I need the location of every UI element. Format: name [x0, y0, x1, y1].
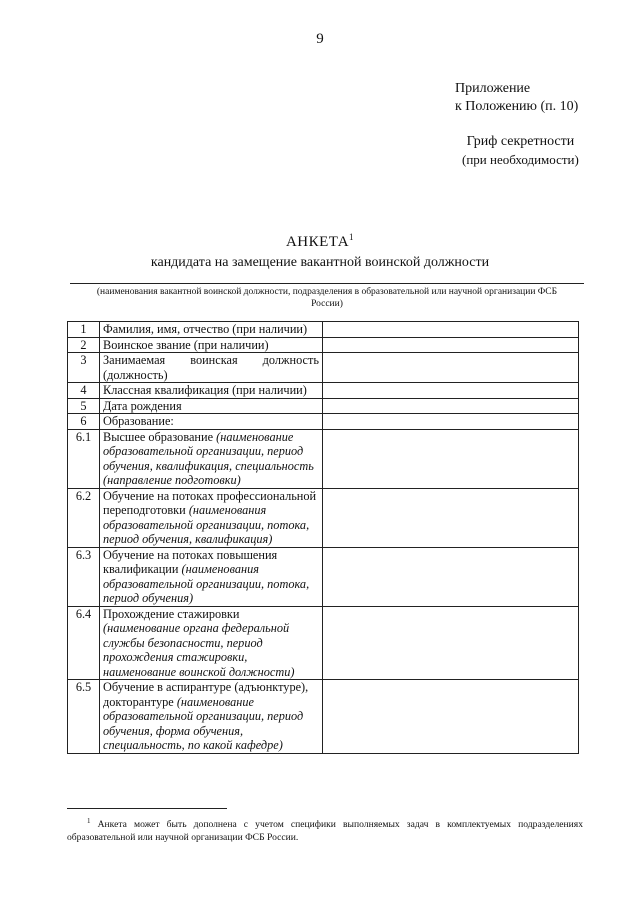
row-answer-field[interactable]	[323, 353, 579, 383]
secrecy-stamp	[462, 133, 579, 169]
row-label: Классная квалификация (при наличии)	[103, 383, 307, 397]
row-label: Обучение на потоках повышения квалификации	[103, 547, 278, 576]
row-hint: (наименование образовательной организации, период обучения, форма обучения, специальность, по какой кафедре)	[103, 694, 304, 752]
row-answer-field[interactable]	[323, 383, 579, 399]
row-label: Воинское звание (при наличии)	[103, 337, 269, 352]
table-row	[68, 488, 579, 547]
row-hint: (наименование образовательной организации, период обучения, квалификация, специальность (направление подготовки)	[103, 429, 314, 487]
row-hint: (наименования образовательной организации, потока, период обучения, квалификация)	[103, 503, 310, 546]
secrecy-note: (при необходимости)	[462, 152, 579, 167]
footnote-text: Анкета может быть дополнена с учетом специфики выполняемых задач в комплектуемых подразделениях образовательной или научной организации ФСБ России.	[67, 819, 583, 843]
table-row	[68, 547, 579, 606]
secrecy-label: Гриф секретности	[466, 134, 575, 149]
table-row	[68, 398, 579, 414]
row-number: 6.5	[68, 680, 100, 754]
row-number: 6.2	[68, 488, 100, 547]
footnote-separator	[67, 808, 227, 809]
row-number: 6.1	[68, 429, 100, 488]
table-row	[68, 353, 579, 383]
row-label-cell	[100, 398, 323, 414]
row-label-cell	[100, 547, 323, 606]
row-answer-field[interactable]	[323, 398, 579, 414]
questionnaire-table	[67, 321, 579, 754]
table-row	[68, 429, 579, 488]
row-number: 4	[68, 383, 100, 399]
table-row	[68, 383, 579, 399]
row-number: 3	[68, 353, 100, 383]
appendix-note	[455, 80, 578, 116]
row-label: Фамилия, имя, отчество (при наличии)	[103, 322, 308, 336]
row-label-cell	[100, 322, 323, 338]
row-label-cell	[100, 680, 323, 754]
row-label-cell	[100, 429, 323, 488]
position-fill-line	[70, 283, 584, 284]
table-row	[68, 606, 579, 680]
row-label: Высшее образование	[103, 429, 214, 444]
appendix-line-2: к Положению (п. 10)	[455, 99, 579, 114]
row-label-cell	[100, 488, 323, 547]
row-answer-field[interactable]	[323, 322, 579, 338]
row-number: 6	[68, 414, 100, 430]
table-row	[68, 322, 579, 338]
appendix-line-1: Приложение	[455, 81, 531, 96]
footnote-mark: 1	[87, 817, 91, 825]
footnote	[67, 815, 583, 844]
page-number: 9	[316, 31, 324, 47]
form-title-text: АНКЕТА	[285, 234, 350, 250]
row-label-cell	[100, 337, 323, 353]
title-footnote-mark: 1	[349, 232, 355, 242]
row-label-cell	[100, 414, 323, 430]
form-title	[0, 232, 640, 251]
row-answer-field[interactable]	[323, 488, 579, 547]
row-answer-field[interactable]	[323, 429, 579, 488]
row-label: Образование:	[103, 414, 174, 428]
row-answer-field[interactable]	[323, 337, 579, 353]
row-label: Обучение на потоках профессиональной переподготовки	[103, 488, 317, 517]
row-answer-field[interactable]	[323, 680, 579, 754]
row-label-cell	[100, 353, 323, 383]
row-hint: (наименование органа федеральной службы безопасности, период прохождения стажировки, наименование воинской должности)	[103, 621, 295, 679]
row-number: 6.4	[68, 606, 100, 680]
row-hint: (наименования образовательной организации, потока, период обучения)	[103, 562, 310, 605]
table-row	[68, 414, 579, 430]
row-label: Прохождение стажировки	[103, 606, 240, 621]
form-subtitle: кандидата на замещение вакантной воинской должности	[150, 255, 490, 270]
row-answer-field[interactable]	[323, 606, 579, 680]
row-label-cell	[100, 606, 323, 680]
form-title-block	[0, 232, 640, 271]
row-label: Дата рождения	[103, 398, 182, 413]
row-answer-field[interactable]	[323, 547, 579, 606]
row-number: 2	[68, 337, 100, 353]
row-number: 6.3	[68, 547, 100, 606]
row-number: 1	[68, 322, 100, 338]
row-label: Занимаемая воинская должность (должность)	[103, 353, 319, 382]
row-label-cell	[100, 383, 323, 399]
row-answer-field[interactable]	[323, 414, 579, 430]
row-label: Обучение в аспирантуре (адъюнктуре), докторантуре	[103, 680, 309, 709]
table-row	[68, 337, 579, 353]
row-number: 5	[68, 398, 100, 414]
position-caption: (наименования вакантной воинской должности, подразделения в образовательной или научной организации ФСБ России)	[96, 287, 558, 309]
table-row	[68, 680, 579, 754]
